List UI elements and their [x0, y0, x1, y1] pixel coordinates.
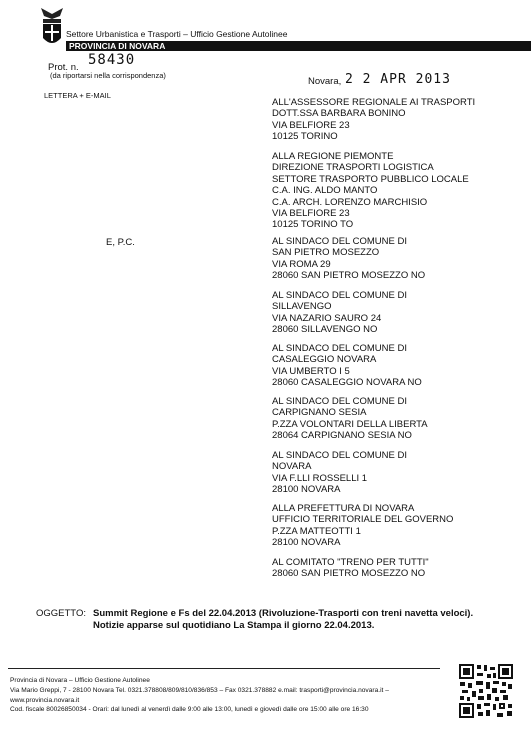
- protocol-note: (da riportarsi nella corrispondenza): [50, 71, 166, 80]
- subject-line: Summit Regione e Fs del 22.04.2013 (Rivoluzione-Trasporti con treni navetta veloci).: [93, 608, 474, 619]
- header-office: Settore Urbanistica e Trasporti – Ufficio Gestione Autolinee: [66, 29, 288, 39]
- footer: [10, 676, 389, 715]
- recipient-line: AL COMITATO "TRENO PER TUTTI": [272, 557, 429, 568]
- delivery-channel: LETTERA + E-MAIL: [44, 91, 111, 100]
- qr-code-icon: [458, 663, 514, 719]
- recipient-line: VIA BELFIORE 23: [272, 119, 350, 131]
- protocol-label: Prot. n.: [48, 62, 79, 73]
- recipient-line: CASALEGGIO NOVARA: [272, 354, 377, 366]
- recipient-line: 28060 SAN PIETRO MOSEZZO NO: [272, 568, 426, 580]
- recipient-line: ALLA PREFETTURA DI NOVARA: [272, 503, 415, 514]
- date-stamp: 2 2 APR 2013: [345, 72, 451, 87]
- footer-contacts: Via Mario Greppi, 7 - 28100 Novara Tel. 0321.378808/809/810/836/853 – Fax 0321.378882 e.mail: trasporti@provincia.novara.it –: [10, 686, 389, 694]
- recipient-line: AL SINDACO DEL COMUNE DI: [272, 343, 407, 354]
- recipient-line: DIREZIONE TRASPORTI LOGISTICA: [272, 162, 434, 174]
- recipient-line: 28060 SILLAVENGO NO: [272, 324, 378, 336]
- recipient-block: [272, 557, 429, 580]
- recipient-line: AL SINDACO DEL COMUNE DI: [272, 290, 407, 301]
- protocol-number: 58430: [88, 52, 136, 68]
- recipient-line: C.A. ING. ALDO MANTO: [272, 185, 378, 197]
- recipient-line: DOTT.SSA BARBARA BONINO: [272, 108, 406, 120]
- recipient-line: 10125 TORINO: [272, 131, 338, 143]
- recipient-line: VIA NAZARIO SAURO 24: [272, 312, 382, 324]
- recipient-line: 28100 NOVARA: [272, 484, 341, 496]
- footer-website: www.provincia.novara.it: [10, 696, 80, 704]
- recipient-line: AL SINDACO DEL COMUNE DI: [272, 396, 407, 407]
- recipient-line: VIA ROMA 29: [272, 258, 331, 270]
- epc-label: E, P.C.: [106, 237, 135, 248]
- recipient-line: SETTORE TRASPORTO PUBBLICO LOCALE: [272, 173, 469, 185]
- recipient-line: AL SINDACO DEL COMUNE DI: [272, 450, 407, 461]
- footer-office: Provincia di Novara – Ufficio Gestione Autolinee: [10, 677, 150, 684]
- recipient-line: ALLA REGIONE PIEMONTE: [272, 151, 394, 162]
- recipient-line: 28064 CARPIGNANO SESIA NO: [272, 430, 412, 442]
- subject-text: [93, 608, 473, 631]
- recipient-line: P.ZZA MATTEOTTI 1: [272, 525, 361, 537]
- header-bar: [66, 41, 531, 51]
- recipient-block: [272, 396, 428, 442]
- recipient-line: VIA F.LLI ROSSELLI 1: [272, 472, 368, 484]
- recipient-line: 28060 CASALEGGIO NOVARA NO: [272, 377, 422, 389]
- recipient-line: SAN PIETRO MOSEZZO: [272, 247, 380, 259]
- recipient-line: 10125 TORINO TO: [272, 219, 354, 231]
- recipient-block: [272, 290, 407, 336]
- recipient-line: UFFICIO TERRITORIALE DEL GOVERNO: [272, 514, 454, 526]
- recipient-block: [272, 343, 422, 389]
- recipient-line: P.ZZA VOLONTARI DELLA LIBERTA: [272, 418, 428, 430]
- recipient-line: VIA BELFIORE 23: [272, 208, 350, 220]
- provincia-emblem-icon: [38, 6, 66, 50]
- recipient-line: SILLAVENGO: [272, 301, 332, 313]
- footer-hours: Cod. fiscale 80026850034 - Orari: dal lunedì al venerdì dalle 9:00 alle 13:00, lunedì e giovedì dalle ore 15:00 alle ore 16:30: [10, 706, 369, 714]
- recipient-line: VIA UMBERTO I 5: [272, 365, 350, 377]
- recipient-line: C.A. ARCH. LORENZO MARCHISIO: [272, 196, 428, 208]
- footer-divider: [8, 668, 440, 669]
- recipient-line: 28100 NOVARA: [272, 537, 341, 549]
- recipient-block: [272, 97, 475, 143]
- recipient-line: 28060 SAN PIETRO MOSEZZO NO: [272, 270, 426, 282]
- place: Novara,: [308, 76, 342, 87]
- subject-line: Notizie apparse sul quotidiano La Stampa il giorno 22.04.2013.: [93, 619, 375, 631]
- recipient-block: [272, 450, 407, 496]
- recipient-block: [272, 236, 425, 282]
- recipient-line: AL SINDACO DEL COMUNE DI: [272, 236, 407, 247]
- subject-label: OGGETTO:: [36, 608, 86, 619]
- recipient-line: ALL'ASSESSORE REGIONALE AI TRASPORTI: [272, 97, 476, 108]
- recipient-line: NOVARA: [272, 461, 312, 473]
- recipient-line: CARPIGNANO SESIA: [272, 407, 367, 419]
- recipient-block: [272, 503, 453, 549]
- recipient-block: [272, 151, 469, 231]
- header-bar-title: PROVINCIA DI NOVARA: [69, 41, 166, 51]
